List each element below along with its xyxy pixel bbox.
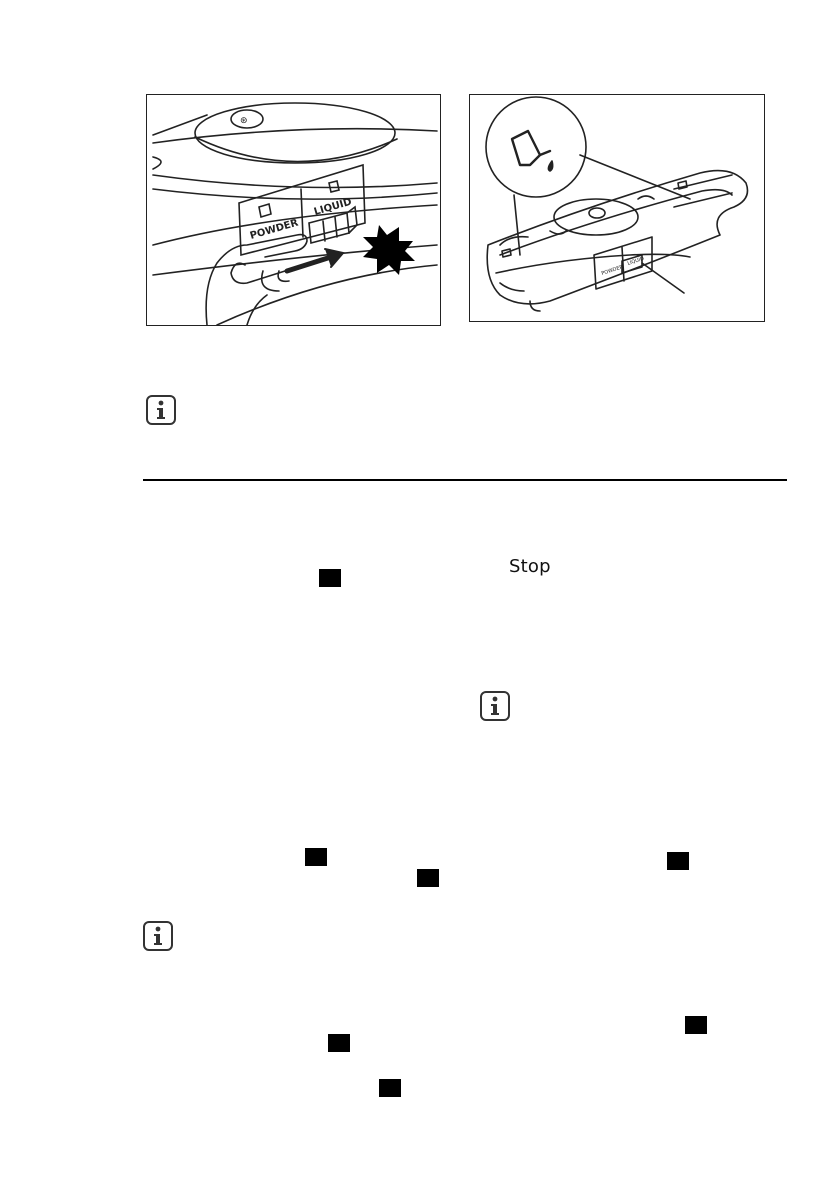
liquid-label: LIQUID [312, 196, 354, 218]
drawer-liquid-label: LIQUID [626, 255, 645, 267]
info-icon [480, 691, 510, 721]
figure-detergent-drawer-drawing [470, 95, 764, 321]
stop-label: Stop [509, 556, 551, 577]
key-marker [328, 1034, 350, 1052]
key-marker [305, 848, 327, 866]
info-icon [143, 921, 173, 951]
svg-text:⊛: ⊛ [240, 116, 248, 126]
info-glyph-icon [155, 400, 167, 420]
info-glyph-icon [489, 696, 501, 716]
powder-label: POWDER [248, 217, 300, 242]
key-marker [667, 852, 689, 870]
drawer-powder-label: POWDER [600, 264, 624, 277]
key-marker [417, 869, 439, 887]
figure-detergent-flap-drawing [147, 95, 440, 325]
info-glyph-icon [152, 926, 164, 946]
key-marker [319, 569, 341, 587]
figure-detergent-flap [146, 94, 441, 326]
info-icon [146, 395, 176, 425]
figure-detergent-drawer [469, 94, 765, 322]
key-marker [685, 1016, 707, 1034]
section-divider [143, 479, 787, 481]
click-burst-icon [363, 225, 415, 275]
key-marker [379, 1079, 401, 1097]
